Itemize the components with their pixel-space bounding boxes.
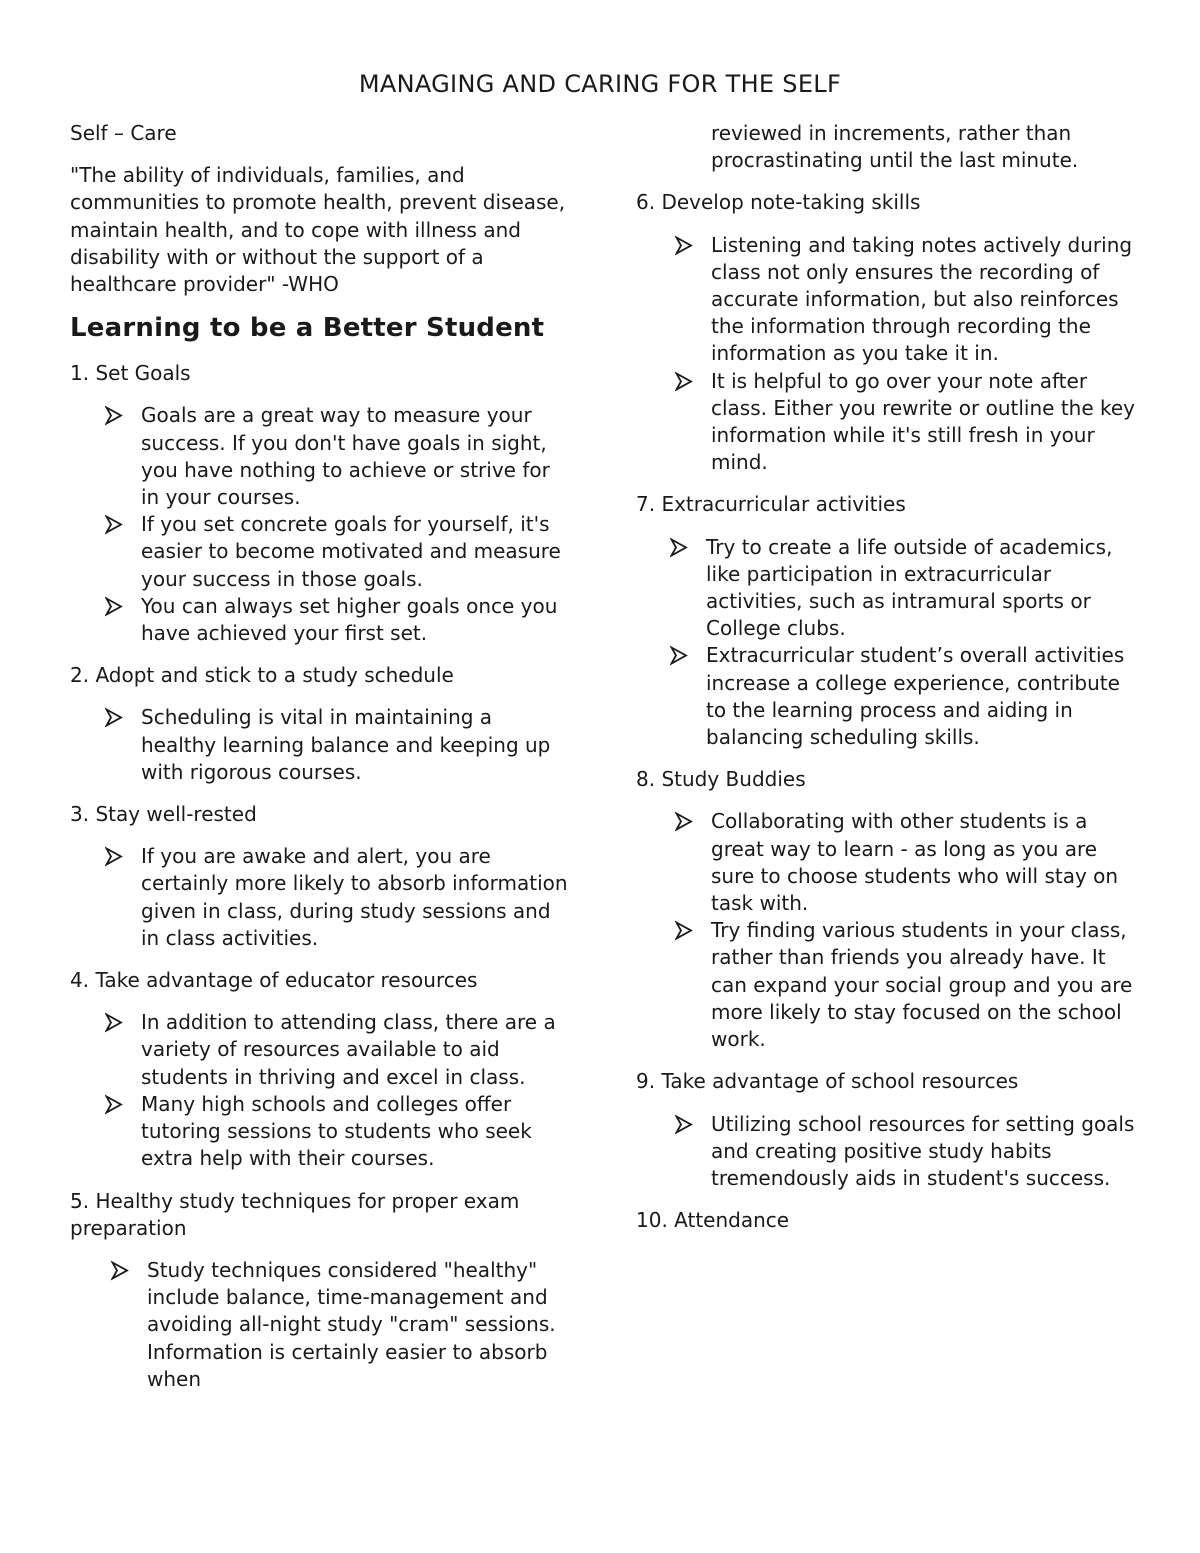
arrow-bullet-icon xyxy=(111,1257,129,1284)
bullet-item: You can always set higher goals once you have achieved your first set. xyxy=(141,593,570,647)
item-title: 8. Study Buddies xyxy=(636,767,806,792)
bullet-item: Goals are a great way to measure your success. If you don't have goals in sight, you have nothing to achieve or strive for in your courses. xyxy=(141,402,570,511)
item-title: 1. Set Goals xyxy=(70,361,191,386)
arrow-bullet-icon xyxy=(105,511,123,538)
bullet-item: Utilizing school resources for setting goals and creating positive study habits tremendously aids in student's success. xyxy=(711,1111,1136,1193)
bullet-list xyxy=(70,1009,570,1172)
bullet-list xyxy=(636,808,1136,1053)
bullet-continuation: reviewed in increments, rather than procrastinating until the last minute. xyxy=(711,121,1079,173)
left-column xyxy=(70,120,570,1408)
bullet-list xyxy=(70,1257,570,1393)
item-title: 7. Extracurricular activities xyxy=(636,492,906,517)
who-quote: "The ability of individuals, families, and communities to promote health, prevent disease, maintain health, and to cope with illness and disability with or without the support of a healthcare provider" -WHO xyxy=(70,163,566,297)
bullet-item: Listening and taking notes actively during class not only ensures the recording of accurate information, but also reinforces the information through recording the information as you take it in. xyxy=(711,232,1136,368)
arrow-bullet-icon xyxy=(675,232,693,259)
bullet-list xyxy=(70,843,570,952)
section-heading: Learning to be a Better Student xyxy=(70,313,545,344)
bullet-item: Many high schools and colleges offer tutoring sessions to students who seek extra help with their courses. xyxy=(141,1091,570,1173)
bullet-list xyxy=(636,1111,1136,1193)
arrow-bullet-icon xyxy=(105,704,123,731)
arrow-bullet-icon xyxy=(675,368,693,395)
item-title: 6. Develop note-taking skills xyxy=(636,190,921,215)
item-title: 5. Healthy study techniques for proper exam preparation xyxy=(70,1188,520,1240)
item-title: 9. Take advantage of school resources xyxy=(636,1069,1019,1094)
arrow-bullet-icon xyxy=(675,917,693,944)
arrow-bullet-icon xyxy=(105,843,123,870)
item-title: 3. Stay well-rested xyxy=(70,802,257,827)
item-title: 4. Take advantage of educator resources xyxy=(70,968,478,993)
item-title: 2. Adopt and stick to a study schedule xyxy=(70,663,454,688)
page-title: MANAGING AND CARING FOR THE SELF xyxy=(358,70,842,98)
arrow-bullet-icon xyxy=(675,1111,693,1138)
arrow-bullet-icon xyxy=(670,642,688,669)
arrow-bullet-icon xyxy=(105,1009,123,1036)
bullet-list xyxy=(70,704,570,786)
bullet-item: Try to create a life outside of academics, like participation in extracurricular activities, such as intramural sports or College clubs. xyxy=(706,534,1136,643)
item-title: 10. Attendance xyxy=(636,1208,790,1233)
bullet-item: Scheduling is vital in maintaining a healthy learning balance and keeping up with rigorous courses. xyxy=(141,704,570,786)
right-column xyxy=(636,120,1136,1249)
bullet-list xyxy=(636,232,1136,477)
bullet-list xyxy=(70,402,570,647)
arrow-bullet-icon xyxy=(675,808,693,835)
bullet-item: Extracurricular student’s overall activities increase a college experience, contribute to the learning process and aiding in balancing scheduling skills. xyxy=(706,642,1136,751)
self-care-label: Self – Care xyxy=(70,121,177,145)
bullet-item: If you are awake and alert, you are certainly more likely to absorb information given in class, during study sessions and in class activities. xyxy=(141,843,570,952)
bullet-item: Try finding various students in your class, rather than friends you already have. It can expand your social group and you are more likely to stay focused on the school work. xyxy=(711,917,1136,1053)
arrow-bullet-icon xyxy=(105,402,123,429)
bullet-item: It is helpful to go over your note after class. Either you rewrite or outline the key information while it's still fresh in your mind. xyxy=(711,368,1136,477)
bullet-item: In addition to attending class, there are a variety of resources available to aid students in thriving and excel in class. xyxy=(141,1009,570,1091)
arrow-bullet-icon xyxy=(105,593,123,620)
bullet-item: Study techniques considered "healthy" include balance, time-management and avoiding all-night study "cram" sessions. Information is certainly easier to absorb when xyxy=(147,1257,570,1393)
bullet-item: Collaborating with other students is a great way to learn - as long as you are sure to choose students who will stay on task with. xyxy=(711,808,1136,917)
bullet-item: If you set concrete goals for yourself, it's easier to become motivated and measure your success in those goals. xyxy=(141,511,570,593)
arrow-bullet-icon xyxy=(670,534,688,561)
arrow-bullet-icon xyxy=(105,1091,123,1118)
bullet-list xyxy=(636,534,1136,752)
